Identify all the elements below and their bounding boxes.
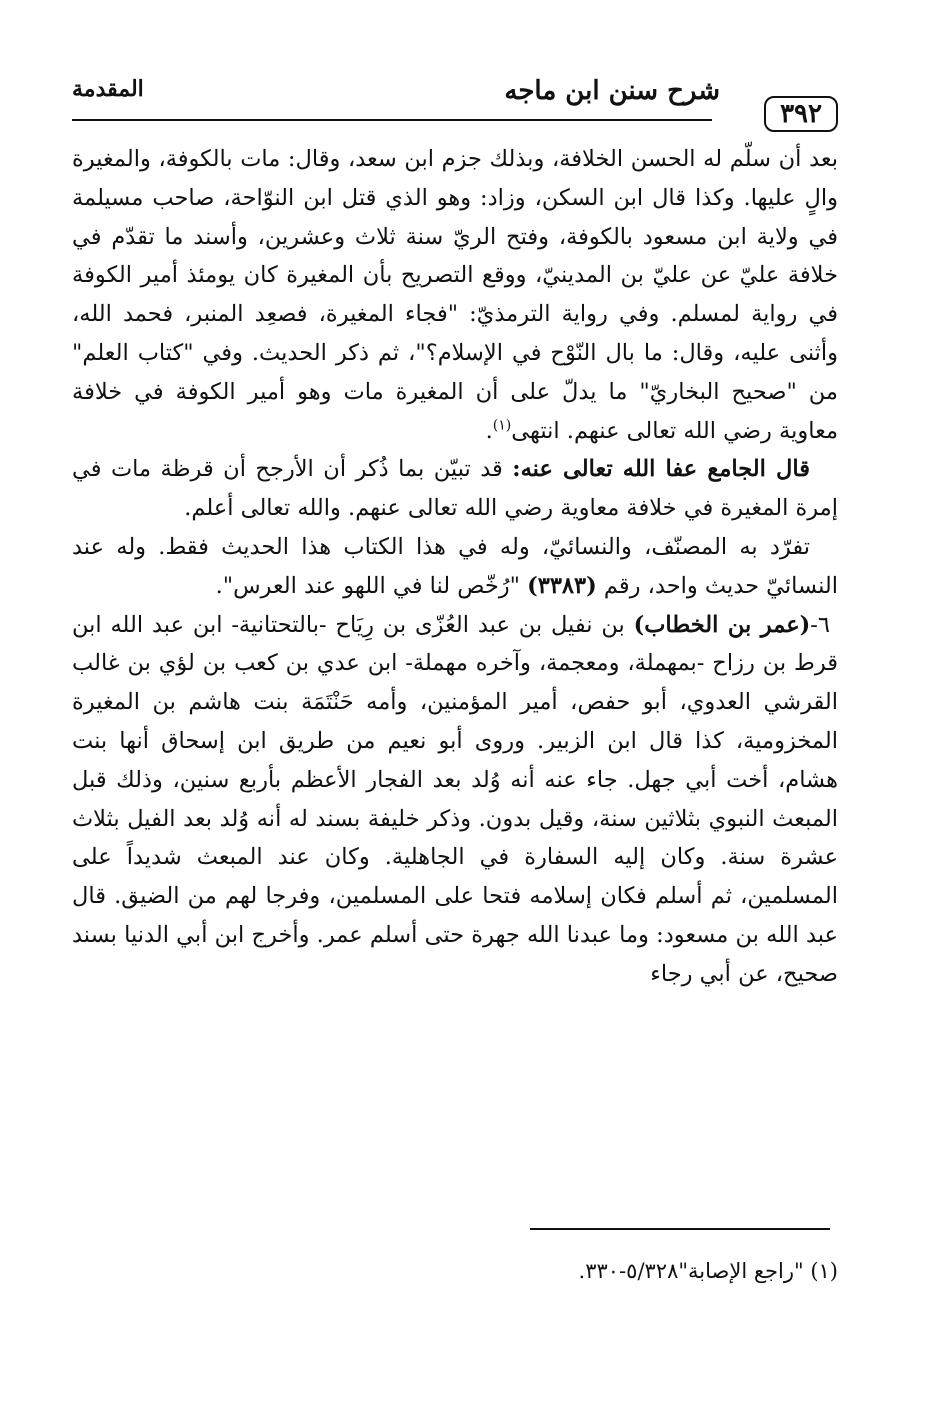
paragraph-4 [72,606,838,994]
section-title: المقدمة [72,76,144,102]
book-title: شرح سنن ابن ماجه [504,76,720,106]
paragraph-3-text: تفرّد به المصنّف، والنسائيّ، وله في هذا الكتاب هذا الحديث فقط. وله عند النسائيّ حديث واحد، رقم [72,533,838,599]
paragraph-1-text: بعد أن سلّم له الحسن الخلافة، وبذلك جزم ابن سعد، وقال: مات بالكوفة، والمغيرة والٍ عليها. وكذا قال ابن السكن، وزاد: وهو الذي قتل ابن النوّاحة، صاحب مسيلمة في ولاية ابن مسعود بالكوفة، وفتح الريّ سنة ثلاث وعشرين، وأسند ما تقدّم في خلافة عليّ عن عليّ بن المدينيّ، ووقع التصريح بأن المغيرة كان يومئذ أمير الكوفة في رواية لمسلم. وفي رواية الترمذيّ: "فجاء المغيرة، فصعِد المنبر، فحمد الله، وأثنى عليه، وقال: ما بال النّوْح في الإسلام؟"، ثم ذكر الحديث. وفي "كتاب العلم" من "صحيح البخاريّ" ما يدلّ على أن المغيرة مات وهو أمير الكوفة في خلافة معاوية رضي الله تعالى عنهم. انتهى [72,146,838,444]
paragraph-3-end: "رُخّص لنا في اللهو عند العرس". [215,572,520,599]
narrator-name: (عمر بن الخطاب) [633,611,811,638]
paragraph-3 [72,528,838,606]
compiler-note-label: قال الجامع عفا الله تعالى عنه: [512,456,811,483]
hadith-number: (٣٣٨٣) [527,572,597,599]
header-rule [72,119,712,121]
paragraph-2 [72,450,838,528]
main-text [72,140,838,994]
paragraph-4-text: بن نفيل بن عبد العُزّى بن رِيَاح -بالتحتانية- ابن عبد الله ابن قرط بن رزاح -بمهملة، ومعجمة، وآخره مهملة- ابن عدي بن كعب بن لؤي بن غالب القرشي العدوي، أبو حفص، أمير المؤمنين، وأمه حَنْتَمَة بنت هاشم بن المغيرة المخزومية، كذا قال ابن الزبير. وروى أبو نعيم من طريق ابن إسحاق أنها بنت هشام، أخت أبي جهل. جاء عنه أنه وُلد بعد الفجار الأعظم بأربع سنين، وذلك قبل المبعث النبوي بثلاثين سنة، وقيل بدون. وذكر خليفة بسند له أنه وُلد بعد الفيل بثلاث عشرة سنة. وكان إليه السفارة في الجاهلية. وكان عند المبعث شديداً على المسلمين، ثم أسلم فكان إسلامه فتحا على المسلمين، وفرجا لهم من الضيق. قال عبد الله بن مسعود: وما عبدنا الله جهرة حتى أسلم عمر. وأخرج ابن أبي الدنيا بسند صحيح، عن أبي رجاء [72,611,838,987]
page-header [72,68,838,129]
footnote: (١) "راجع الإصابة"٥/٣٢٨-٣٣٠. [578,1259,838,1283]
footnote-divider [530,1228,830,1230]
footnote-reference[interactable]: (١) [492,417,512,434]
paragraph-1 [72,140,838,450]
paragraph-1-end: . [485,417,493,444]
paragraph-2-text: قد تبيّن بما ذُكر أن الأرجح أن قرظة مات في إمرة المغيرة في خلافة معاوية رضي الله تعالى عنهم. والله تعالى أعلم. [72,456,838,522]
page-number: ٣٩٢ [764,96,838,132]
entry-number: ٦- [810,611,830,638]
